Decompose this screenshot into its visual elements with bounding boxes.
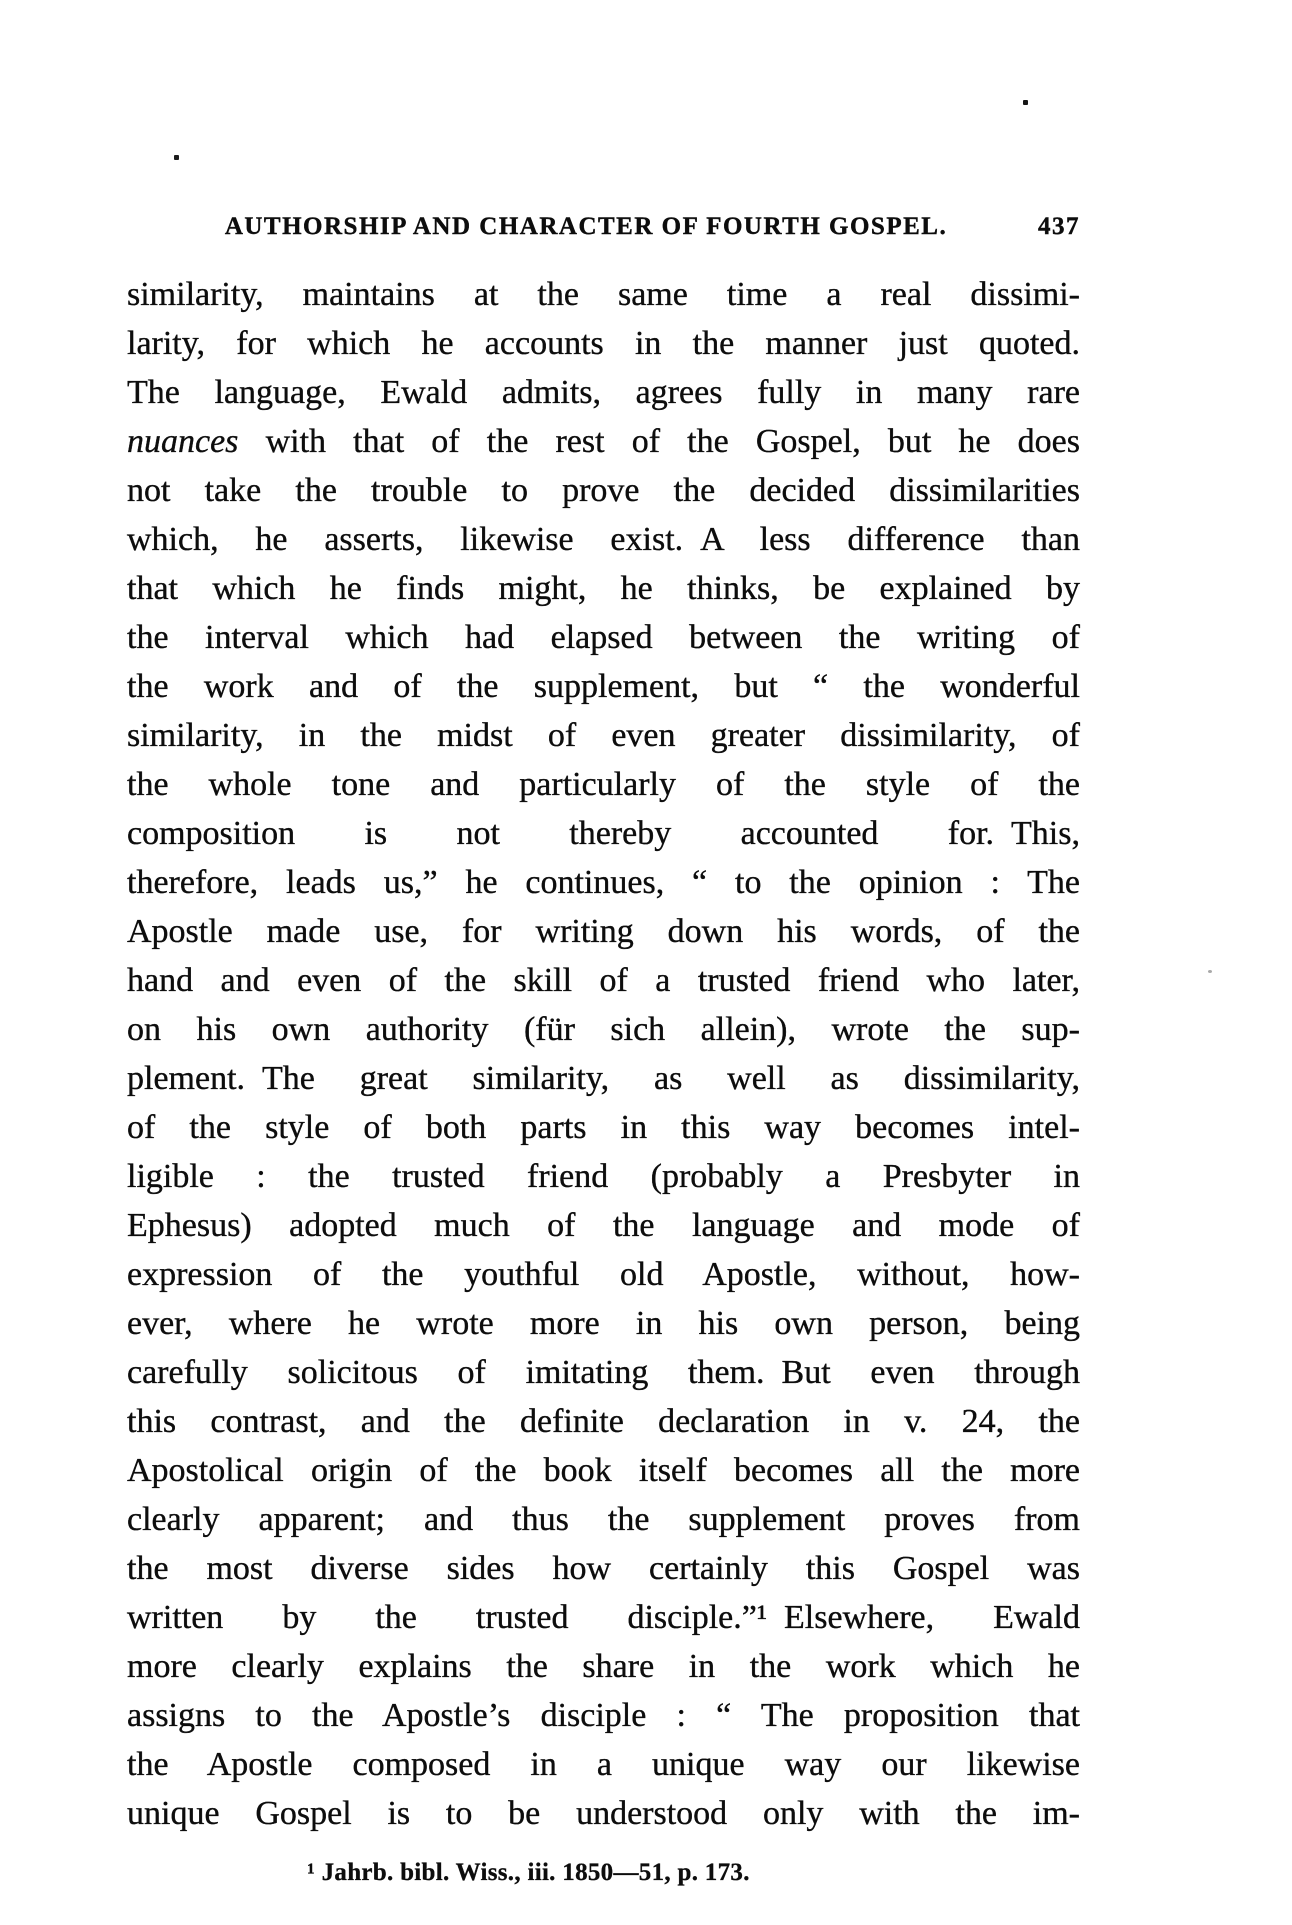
text-segment: not take the trouble to prove the decided dissimilarities	[127, 472, 1080, 509]
text-segment: the interval which had elapsed between the writing of	[127, 619, 1080, 656]
text-segment: more clearly explains the share in the work which he	[127, 1648, 1080, 1685]
text-segment: the work and of the supplement, but “ the wonderful	[127, 668, 1080, 705]
text-segment: on his own authority (für sich allein), wrote the sup-	[127, 1011, 1080, 1048]
text-line	[127, 1348, 1080, 1397]
text-line	[127, 711, 1080, 760]
text-segment: therefore, leads us,” he continues, “ to the opinion : The	[127, 864, 1080, 901]
text-line	[127, 368, 1080, 417]
text-segment: hand and even of the skill of a trusted friend who later,	[127, 962, 1080, 999]
text-line	[127, 1495, 1080, 1544]
page-body	[127, 270, 1080, 1838]
text-line	[127, 417, 1080, 466]
text-line	[127, 760, 1080, 809]
text-line	[127, 956, 1080, 1005]
text-segment: similarity, maintains at the same time a real dissimi-	[127, 276, 1080, 313]
text-line	[127, 466, 1080, 515]
text-segment: the Apostle composed in a unique way our likewise	[127, 1746, 1080, 1783]
ink-speck	[1208, 970, 1212, 973]
text-line	[127, 564, 1080, 613]
text-line	[127, 1005, 1080, 1054]
text-segment: the most diverse sides how certainly this Gospel was	[127, 1550, 1080, 1587]
text-line	[127, 858, 1080, 907]
text-segment: plement. The great similarity, as well as dissimilarity,	[127, 1060, 1080, 1097]
text-line	[127, 319, 1080, 368]
text-segment: of the style of both parts in this way becomes intel-	[127, 1109, 1080, 1146]
text-segment: expression of the youthful old Apostle, without, how-	[127, 1256, 1080, 1293]
text-line	[127, 1593, 1080, 1642]
text-line	[127, 1201, 1080, 1250]
text-segment: Ephesus) adopted much of the language and mode of	[127, 1207, 1080, 1244]
text-line	[127, 1642, 1080, 1691]
text-segment: ever, where he wrote more in his own person, being	[127, 1305, 1080, 1342]
page-number: 437	[1038, 213, 1080, 240]
text-line	[127, 1446, 1080, 1495]
text-segment: which, he asserts, likewise exist. A less difference than	[127, 521, 1080, 558]
footnote: ¹ Jahrb. bibl. Wiss., iii. 1850—51, p. 173.	[307, 1859, 750, 1886]
text-line	[127, 1152, 1080, 1201]
text-line	[127, 1054, 1080, 1103]
text-line	[127, 662, 1080, 711]
ink-speck	[1023, 100, 1028, 105]
text-line	[127, 1544, 1080, 1593]
text-line	[127, 1397, 1080, 1446]
running-head	[127, 209, 1080, 245]
text-segment: larity, for which he accounts in the manner just quoted.	[127, 325, 1080, 362]
text-segment: written by the trusted disciple.”¹ Elsewhere, Ewald	[127, 1599, 1080, 1636]
text-line	[127, 1299, 1080, 1348]
text-segment: ligible : the trusted friend (probably a Presbyter in	[127, 1158, 1080, 1195]
page-title: AUTHORSHIP AND CHARACTER OF FOURTH GOSPEL.	[224, 213, 948, 240]
text-segment: Apostle made use, for writing down his words, of the	[127, 913, 1080, 950]
text-line	[127, 1789, 1080, 1838]
ink-speck	[174, 155, 179, 160]
text-line	[127, 270, 1080, 319]
text-segment: composition is not thereby accounted for. This,	[127, 815, 1080, 852]
text-segment: The language, Ewald admits, agrees fully in many rare	[127, 374, 1080, 411]
text-segment: unique Gospel is to be understood only with the im-	[127, 1795, 1080, 1832]
text-segment: clearly apparent; and thus the supplement proves from	[127, 1501, 1080, 1538]
text-line	[127, 1691, 1080, 1740]
italic-text: nuances	[127, 423, 239, 460]
text-segment: carefully solicitous of imitating them. But even through	[127, 1354, 1080, 1391]
text-segment: Apostolical origin of the book itself becomes all the more	[127, 1452, 1080, 1489]
text-segment: the whole tone and particularly of the style of the	[127, 766, 1080, 803]
text-line	[127, 1250, 1080, 1299]
text-segment: that which he finds might, he thinks, be explained by	[127, 570, 1080, 607]
text-segment: this contrast, and the definite declaration in v. 24, the	[127, 1403, 1080, 1440]
text-line	[127, 1103, 1080, 1152]
text-line	[127, 809, 1080, 858]
text-line	[127, 515, 1080, 564]
text-line	[127, 907, 1080, 956]
text-line	[127, 1740, 1080, 1789]
text-segment: with that of the rest of the Gospel, but he does	[238, 423, 1080, 460]
text-segment: similarity, in the midst of even greater dissimilarity, of	[127, 717, 1080, 754]
text-segment: assigns to the Apostle’s disciple : “ The proposition that	[127, 1697, 1080, 1734]
text-line	[127, 613, 1080, 662]
